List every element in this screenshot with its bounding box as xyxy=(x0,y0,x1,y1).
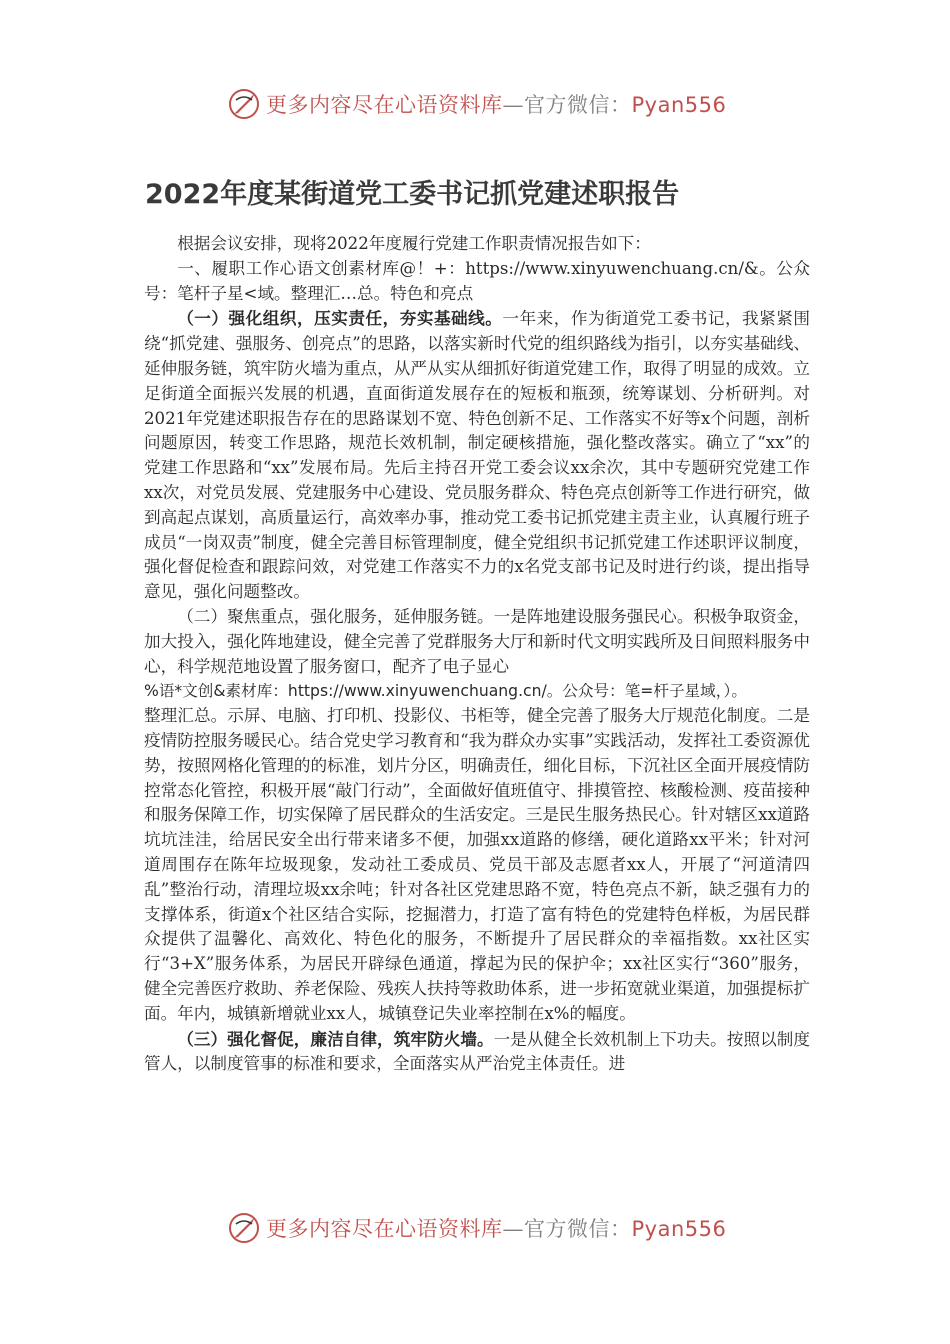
subsection-two-part-a: （二）聚焦重点，强化服务，延伸服务链。一是阵地建设服务强民心。积极争取资金，加大投入，强化阵地建设，健全完善了党群服务大厅和新时代文明实践所及日间照料服务中心，科学规范地设置了服务窗口，配齐了电子显心 xyxy=(144,606,810,676)
subsection-two-part-c: 整理汇总。示屏、电脑、打印机、投影仪、书柜等，健全完善了服务大厅规范化制度。二是疫情防控服务暖民心。结合党史学习教育和“我为群众办实事”实践活动，发挥社工委资源优势，按照网格化管理的的标准，划片分区，明确责任，细化目标，下沉社区全面开展疫情防控常态化管控，积极开展“敲门行动”，全面做好值班值守、排摸管控、核酸检测、疫苗接种和服务保障工作，切实保障了居民群众的生活安定。三是民生服务热民心。针对辖区xx道路坑坑洼洼，给居民安全出行带来诸多不便，加强xx道路的修缮，硬化道路xx平米；针对河道周围存在陈年垃圾现象，发动社工委成员、党员干部及志愿者xx人，开展了“河道清四乱”整治行动，清理垃圾xx余吨；针对各社区党建思路不宽，特色亮点不新，缺乏强有力的支撑体系，街道x个社区结合实际，挖掘潜力，打造了富有特色的党建特色样板，为居民群众提供了温馨化、高效化、特色化的服务，不断提升了居民群众的幸福指数。xx社区实行“3+X”服务体系，为居民开辟绿色通道，撑起为民的保护伞；xx社区实行“360”服务，健全完善医疗救助、养老保险、残疾人扶持等救助体系，进一步拓宽就业渠道，加强提标扩面。年内，城镇新增就业xx人，城镇登记失业率控制在x%的幅度。 xyxy=(144,706,810,1023)
paragraph-subsection-one xyxy=(144,306,810,605)
paragraph-subsection-three xyxy=(144,1027,810,1078)
document-body xyxy=(144,232,810,1077)
paragraph-watermark-line xyxy=(144,679,810,704)
paragraph-subsection-two xyxy=(144,605,810,679)
subsection-one-heading: （一）强化组织，压实责任，夯实基础线。 xyxy=(177,308,503,329)
subsection-one-body: 一年来，作为街道党工委书记，我紧紧围绕“抓党建、强服务、创亮点”的思路，以落实新时代党的组织路线为指引，以夯实基础线、延伸服务链，筑牢防火墙为重点，从严从实从细抓好街道党建工作，取得了明显的成效。立足街道全面振兴发展的机遇，直面街道发展存在的短板和瓶颈，统筹谋划、分析研判。对2021年党建述职报告存在的思路谋划不宽、特色创新不足、工作落实不好等x个问题，剖析问题原因，转变工作思路，规范长效机制，制定硬核措施，强化整改落实。确立了“xx”的党建工作思路和“xx”发展布局。先后主持召开党工委会议xx余次，其中专题研究党建工作xx次，对党员发展、党建服务中心建设、党员服务群众、特色亮点创新等工作进行研究，做到高起点谋划，高质量运行，高效率办事，推动党工委书记抓党建主责主业，认真履行班子成员“一岗双责”制度，健全完善目标管理制度，健全党组织书记抓党建工作述职评议制度，强化督促检查和跟踪问效，对党建工作落实不力的x名党支部书记及时进行约谈，提出指导意见，强化问题整改。 xyxy=(144,309,811,602)
paragraph-intro: 根据会议安排，现将2022年度履行党建工作职责情况报告如下： xyxy=(177,234,651,253)
brush-logo-icon xyxy=(228,1212,260,1244)
subsection-three-heading: （三）强化督促，廉洁自律，筑牢防火墙。 xyxy=(177,1028,494,1049)
watermark-banner-top xyxy=(228,86,748,122)
watermark-text: 更多内容尽在心语资料库—官方微信：Pyan556 xyxy=(266,1217,727,1241)
brush-logo-icon xyxy=(228,88,260,120)
watermark-text: 更多内容尽在心语资料库—官方微信：Pyan556 xyxy=(266,93,727,117)
subsection-three-body: 一是从健全长效机制上下功夫。按照以制度管人，以制度管事的标准和要求，全面落实从严治党主体责任。进 xyxy=(144,1029,810,1074)
subsection-two-part-b: %语*文创&素材库：https://www.xinyuwenchuang.cn/。公众号：笔=杆子星域，）。 xyxy=(144,682,747,701)
watermark-banner-bottom xyxy=(228,1210,748,1246)
paragraph-section-one: 一、履职工作心语文创素材库@！+：https://www.xinyuwenchuang.cn/&。公众号：笔杆子星<域。整理汇…总。特色和亮点 xyxy=(144,258,810,303)
document-title: 2022年度某街道党工委书记抓党建述职报告 xyxy=(145,179,680,210)
paragraph-subsection-two-cont xyxy=(144,704,810,1026)
